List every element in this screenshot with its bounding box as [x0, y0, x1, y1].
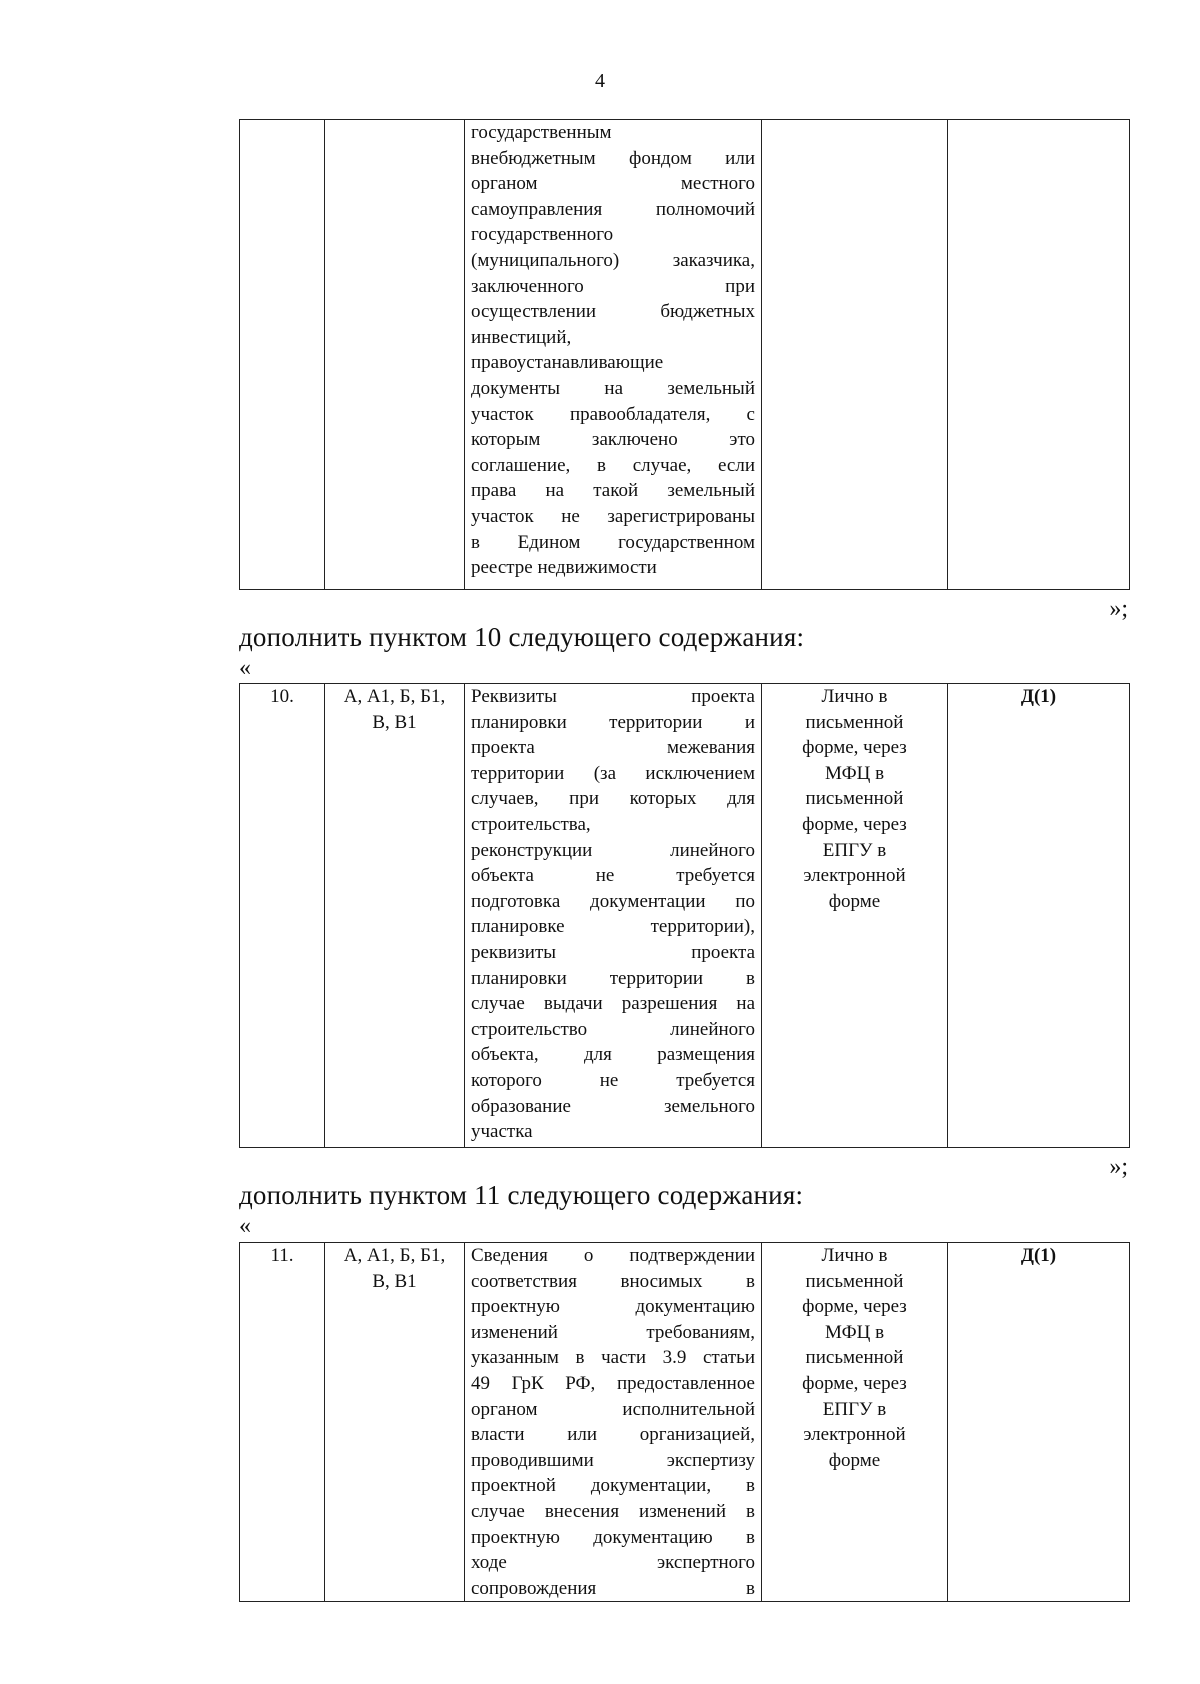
text-line: реквизиты проекта — [471, 941, 755, 963]
text-line: объекта не требуется — [471, 865, 755, 887]
text-line: соответствия вносимых в — [471, 1270, 755, 1292]
text-line: электронной — [803, 865, 906, 887]
submission-method-text — [768, 1243, 941, 1473]
text-line: форме, через — [802, 1372, 907, 1394]
text-line: проектной документации, в — [471, 1475, 755, 1497]
row-number-cell: 10. — [240, 684, 325, 1148]
text-line: форме — [828, 890, 881, 912]
text-line: письменной — [805, 1270, 904, 1292]
text-line: государственным — [471, 122, 612, 143]
page-number: 4 — [595, 70, 605, 92]
text-line: реестре недвижимости — [471, 557, 657, 579]
text-line: образование земельного — [471, 1095, 755, 1117]
text-line: документы на земельный — [471, 377, 755, 399]
document-description-text — [471, 1243, 755, 1600]
table-row — [240, 120, 1130, 590]
text-line: планировки территории в — [471, 967, 755, 989]
text-line: МФЦ в — [824, 762, 885, 784]
text-line: планировке территории), — [471, 916, 755, 938]
text-line: заключенного при — [471, 275, 755, 297]
text-line: проектную документацию в — [471, 1526, 755, 1548]
text-line: проекта межевания — [471, 737, 755, 759]
table-row — [240, 684, 1130, 1148]
text-line: 49 ГрК РФ, предоставленное — [471, 1372, 755, 1394]
amendment-paragraph-10: дополнить пунктом 10 следующего содержания: — [239, 622, 805, 652]
text-line: Лично в — [821, 1245, 888, 1266]
text-line: строительства, — [471, 813, 591, 835]
document-description-cell — [465, 1243, 762, 1602]
text-line: Реквизиты проекта — [471, 686, 755, 707]
text-line: реконструкции линейного — [471, 839, 755, 861]
code-cell: Д(1) — [948, 1243, 1130, 1602]
closing-quote-mark: »; — [1109, 596, 1128, 622]
text-line: правоустанавливающие — [471, 352, 664, 374]
text-line: которым заключено это — [471, 429, 755, 451]
text-line: участок не зарегистрированы — [471, 505, 755, 527]
text-line: органом местного — [471, 173, 755, 195]
document-description-cell — [465, 120, 762, 590]
submission-method-text — [768, 684, 941, 914]
text-line: осуществлении бюджетных — [471, 301, 755, 323]
text-line: государственного — [471, 224, 614, 246]
text-line: указанным в части 3.9 статьи — [471, 1347, 755, 1369]
text-line: форме, через — [802, 1296, 907, 1318]
text-line: самоуправления полномочий — [471, 198, 755, 220]
text-line: случае внесения изменений в — [471, 1500, 755, 1522]
text-line: изменений требованиям, — [471, 1321, 755, 1343]
text-line: ЕПГУ в — [822, 1398, 887, 1420]
text-line: органом исполнительной — [471, 1398, 755, 1420]
text-line: электронной — [803, 1424, 906, 1446]
text-line: проводившими экспертизу — [471, 1449, 755, 1471]
text-line: письменной — [805, 711, 904, 733]
text-line: подготовка документации по — [471, 890, 755, 912]
text-line: проектную документацию — [471, 1296, 755, 1318]
requirements-table-item-10 — [239, 683, 1130, 1148]
text-line: письменной — [805, 788, 904, 810]
categories-cell — [325, 120, 465, 590]
text-line: случаев, при которых для — [471, 788, 755, 810]
text-line: планировки территории и — [471, 711, 755, 733]
submission-method-cell — [762, 120, 948, 590]
text-line: А, А1, Б, Б1, — [343, 686, 446, 707]
text-line: которого не требуется — [471, 1069, 755, 1091]
row-number-cell: 11. — [240, 1243, 325, 1602]
text-line: В, В1 — [372, 1270, 417, 1292]
requirements-table-continuation — [239, 119, 1130, 590]
text-line: Сведения о подтверждении — [471, 1245, 755, 1266]
table-row — [240, 1243, 1130, 1602]
categories-cell — [325, 1243, 465, 1602]
code-cell: Д(1) — [948, 684, 1130, 1148]
text-line: форме, через — [802, 813, 907, 835]
categories-text — [331, 1243, 458, 1294]
document-description-text — [471, 120, 755, 581]
text-line: участка — [471, 1121, 533, 1143]
row-number-cell — [240, 120, 325, 590]
categories-text — [331, 684, 458, 735]
categories-cell — [325, 684, 465, 1148]
text-line: ходе экспертного — [471, 1552, 755, 1574]
submission-method-cell — [762, 684, 948, 1148]
document-description-text — [471, 684, 755, 1145]
text-line: (муниципального) заказчика, — [471, 249, 755, 271]
text-line: письменной — [805, 1347, 904, 1369]
closing-quote-mark: »; — [1109, 1154, 1128, 1180]
text-line: В, В1 — [372, 711, 417, 733]
code-cell — [948, 120, 1130, 590]
text-line: власти или организацией, — [471, 1424, 755, 1446]
opening-quote-mark: « — [239, 655, 251, 681]
opening-quote-mark: « — [239, 1213, 251, 1239]
document-description-cell — [465, 684, 762, 1148]
text-line: соглашение, в случае, если — [471, 454, 755, 476]
text-line: участок правообладателя, с — [471, 403, 755, 425]
requirements-table-item-11 — [239, 1242, 1130, 1602]
text-line: Лично в — [821, 686, 888, 707]
text-line: МФЦ в — [824, 1321, 885, 1343]
text-line: объекта, для размещения — [471, 1044, 755, 1066]
text-line: в Едином государственном — [471, 531, 755, 553]
submission-method-cell — [762, 1243, 948, 1602]
text-line: внебюджетным фондом или — [471, 147, 755, 169]
text-line: ЕПГУ в — [822, 839, 887, 861]
text-line: случае выдачи разрешения на — [471, 993, 755, 1015]
amendment-paragraph-11: дополнить пунктом 11 следующего содержания: — [239, 1180, 804, 1210]
text-line: территории (за исключением — [471, 762, 755, 784]
text-line: форме — [828, 1449, 881, 1471]
text-line: сопровождения в — [471, 1577, 755, 1599]
text-line: инвестиций, — [471, 326, 572, 348]
text-line: А, А1, Б, Б1, — [343, 1245, 446, 1266]
text-line: форме, через — [802, 737, 907, 759]
text-line: права на такой земельный — [471, 480, 755, 502]
text-line: строительство линейного — [471, 1018, 755, 1040]
